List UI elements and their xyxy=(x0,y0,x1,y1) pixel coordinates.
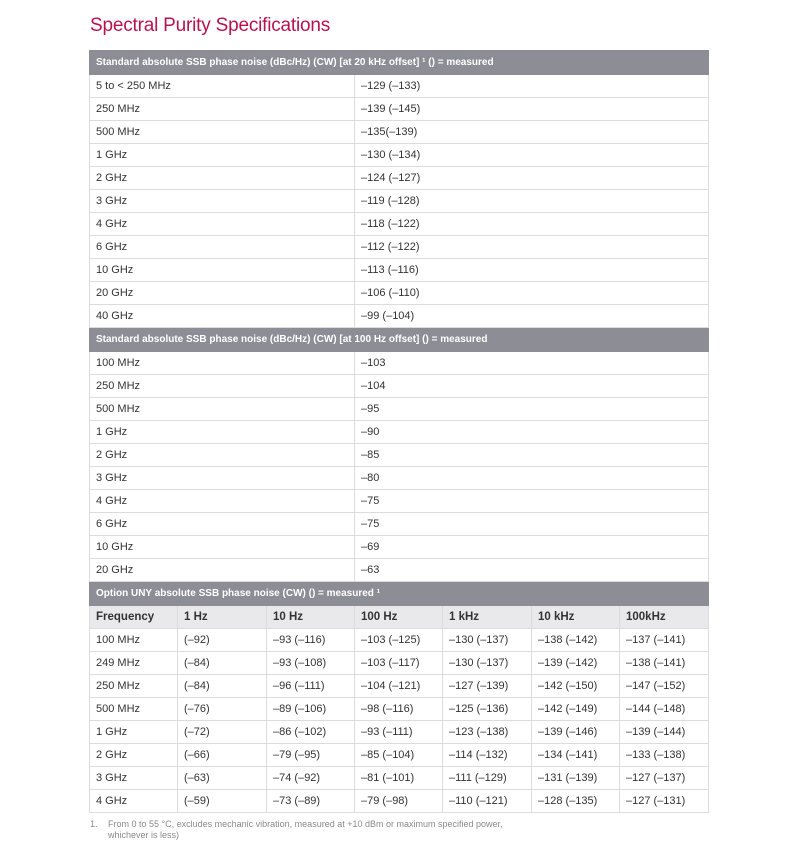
frequency-cell: 4 GHz xyxy=(90,213,355,236)
column-header: 10 kHz xyxy=(532,606,620,629)
value-cell: –147 (–152) xyxy=(620,675,709,698)
column-header: 100 Hz xyxy=(355,606,443,629)
value-cell: (–59) xyxy=(178,790,267,813)
footnote-line-1: From 0 to 55 °C, excludes mechanic vibration, measured at +10 dBm or maximum specified power, xyxy=(108,819,503,829)
value-cell: –79 (–98) xyxy=(355,790,443,813)
value-cell: –104 (–121) xyxy=(355,675,443,698)
value-cell: –124 (–127) xyxy=(355,167,709,190)
frequency-cell: 100 MHz xyxy=(90,352,355,375)
value-cell: (–63) xyxy=(178,767,267,790)
footnote-line-2: whichever is less) xyxy=(108,830,180,840)
value-cell: –93 (–116) xyxy=(267,629,355,652)
value-cell: –142 (–150) xyxy=(532,675,620,698)
value-cell: –114 (–132) xyxy=(443,744,532,767)
value-cell: –138 (–142) xyxy=(532,629,620,652)
value-cell: –110 (–121) xyxy=(443,790,532,813)
table-row xyxy=(90,744,709,767)
value-cell: –69 xyxy=(355,536,709,559)
frequency-cell: 20 GHz xyxy=(90,559,355,582)
value-cell: –86 (–102) xyxy=(267,721,355,744)
column-header-row xyxy=(90,606,709,629)
frequency-cell: 500 MHz xyxy=(90,121,355,144)
table-row xyxy=(90,629,709,652)
table-row xyxy=(90,467,709,490)
value-cell: –119 (–128) xyxy=(355,190,709,213)
spec-table xyxy=(89,50,709,813)
table-row xyxy=(90,490,709,513)
value-cell: –104 xyxy=(355,375,709,398)
value-cell: –130 (–137) xyxy=(443,652,532,675)
value-cell: –103 xyxy=(355,352,709,375)
footnote xyxy=(90,819,690,841)
table-row xyxy=(90,652,709,675)
value-cell: –93 (–111) xyxy=(355,721,443,744)
value-cell: –125 (–136) xyxy=(443,698,532,721)
value-cell: –123 (–138) xyxy=(443,721,532,744)
frequency-cell: 6 GHz xyxy=(90,513,355,536)
value-cell: –103 (–125) xyxy=(355,629,443,652)
value-cell: (–84) xyxy=(178,675,267,698)
value-cell: –98 (–116) xyxy=(355,698,443,721)
value-cell: –96 (–111) xyxy=(267,675,355,698)
table-row xyxy=(90,213,709,236)
value-cell: (–66) xyxy=(178,744,267,767)
table-row xyxy=(90,305,709,328)
value-cell: –139 (–145) xyxy=(355,98,709,121)
footnote-number: 1. xyxy=(90,819,98,829)
value-cell: –106 (–110) xyxy=(355,282,709,305)
value-cell: –80 xyxy=(355,467,709,490)
section-header: Standard absolute SSB phase noise (dBc/Hz) (CW) [at 20 kHz offset] ¹ () = measured xyxy=(90,51,709,75)
value-cell: –130 (–134) xyxy=(355,144,709,167)
table-row xyxy=(90,398,709,421)
value-cell: –75 xyxy=(355,490,709,513)
value-cell: –81 (–101) xyxy=(355,767,443,790)
table-row xyxy=(90,721,709,744)
frequency-cell: 100 MHz xyxy=(90,629,178,652)
frequency-cell: 250 MHz xyxy=(90,675,178,698)
value-cell: –113 (–116) xyxy=(355,259,709,282)
value-cell: –144 (–148) xyxy=(620,698,709,721)
section-header-row xyxy=(90,51,709,75)
column-header: 100kHz xyxy=(620,606,709,629)
table-row xyxy=(90,98,709,121)
value-cell: (–76) xyxy=(178,698,267,721)
value-cell: –74 (–92) xyxy=(267,767,355,790)
table-row xyxy=(90,352,709,375)
value-cell: –135(–139) xyxy=(355,121,709,144)
value-cell: –99 (–104) xyxy=(355,305,709,328)
value-cell: –85 (–104) xyxy=(355,744,443,767)
column-header: 10 Hz xyxy=(267,606,355,629)
table-row xyxy=(90,421,709,444)
frequency-cell: 3 GHz xyxy=(90,467,355,490)
value-cell: –93 (–108) xyxy=(267,652,355,675)
value-cell: –79 (–95) xyxy=(267,744,355,767)
table-row xyxy=(90,536,709,559)
value-cell: (–92) xyxy=(178,629,267,652)
table-row xyxy=(90,675,709,698)
frequency-cell: 250 MHz xyxy=(90,375,355,398)
frequency-cell: 40 GHz xyxy=(90,305,355,328)
frequency-cell: 249 MHz xyxy=(90,652,178,675)
value-cell: –131 (–139) xyxy=(532,767,620,790)
frequency-cell: 5 to < 250 MHz xyxy=(90,75,355,98)
section-header-row xyxy=(90,328,709,352)
frequency-cell: 6 GHz xyxy=(90,236,355,259)
value-cell: –134 (–141) xyxy=(532,744,620,767)
value-cell: –85 xyxy=(355,444,709,467)
value-cell: –127 (–139) xyxy=(443,675,532,698)
frequency-cell: 250 MHz xyxy=(90,98,355,121)
frequency-cell: 2 GHz xyxy=(90,444,355,467)
table-row xyxy=(90,282,709,305)
value-cell: –138 (–141) xyxy=(620,652,709,675)
table-row xyxy=(90,444,709,467)
frequency-cell: 4 GHz xyxy=(90,790,178,813)
frequency-cell: 1 GHz xyxy=(90,144,355,167)
value-cell: –75 xyxy=(355,513,709,536)
value-cell: –127 (–131) xyxy=(620,790,709,813)
frequency-cell: 1 GHz xyxy=(90,421,355,444)
value-cell: –73 (–89) xyxy=(267,790,355,813)
value-cell: –63 xyxy=(355,559,709,582)
value-cell: –112 (–122) xyxy=(355,236,709,259)
frequency-cell: 500 MHz xyxy=(90,698,178,721)
section-header: Standard absolute SSB phase noise (dBc/Hz) (CW) [at 100 Hz offset] () = measured xyxy=(90,328,709,352)
column-header: 1 kHz xyxy=(443,606,532,629)
value-cell: –89 (–106) xyxy=(267,698,355,721)
value-cell: –133 (–138) xyxy=(620,744,709,767)
frequency-cell: 20 GHz xyxy=(90,282,355,305)
table-row xyxy=(90,190,709,213)
frequency-cell: 3 GHz xyxy=(90,767,178,790)
section-header-row xyxy=(90,582,709,606)
section-header: Option UNY absolute SSB phase noise (CW) () = measured ¹ xyxy=(90,582,709,606)
column-header: 1 Hz xyxy=(178,606,267,629)
value-cell: –139 (–146) xyxy=(532,721,620,744)
frequency-cell: 4 GHz xyxy=(90,490,355,513)
frequency-cell: 10 GHz xyxy=(90,259,355,282)
frequency-cell: 2 GHz xyxy=(90,744,178,767)
frequency-cell: 10 GHz xyxy=(90,536,355,559)
frequency-cell: 1 GHz xyxy=(90,721,178,744)
value-cell: –139 (–142) xyxy=(532,652,620,675)
table-row xyxy=(90,167,709,190)
value-cell: (–72) xyxy=(178,721,267,744)
value-cell: –90 xyxy=(355,421,709,444)
frequency-cell: 3 GHz xyxy=(90,190,355,213)
value-cell: (–84) xyxy=(178,652,267,675)
table-row xyxy=(90,559,709,582)
value-cell: –129 (–133) xyxy=(355,75,709,98)
value-cell: –127 (–137) xyxy=(620,767,709,790)
value-cell: –139 (–144) xyxy=(620,721,709,744)
table-row xyxy=(90,236,709,259)
value-cell: –128 (–135) xyxy=(532,790,620,813)
table-row xyxy=(90,513,709,536)
page-title: Spectral Purity Specifications xyxy=(90,15,331,36)
table-row xyxy=(90,767,709,790)
column-header: Frequency xyxy=(90,606,178,629)
value-cell: –130 (–137) xyxy=(443,629,532,652)
table-row xyxy=(90,144,709,167)
value-cell: –95 xyxy=(355,398,709,421)
table-row xyxy=(90,698,709,721)
frequency-cell: 2 GHz xyxy=(90,167,355,190)
table-row xyxy=(90,121,709,144)
table-row xyxy=(90,75,709,98)
value-cell: –111 (–129) xyxy=(443,767,532,790)
value-cell: –142 (–149) xyxy=(532,698,620,721)
value-cell: –103 (–117) xyxy=(355,652,443,675)
table-row xyxy=(90,259,709,282)
table-row xyxy=(90,375,709,398)
frequency-cell: 500 MHz xyxy=(90,398,355,421)
value-cell: –137 (–141) xyxy=(620,629,709,652)
table-row xyxy=(90,790,709,813)
value-cell: –118 (–122) xyxy=(355,213,709,236)
